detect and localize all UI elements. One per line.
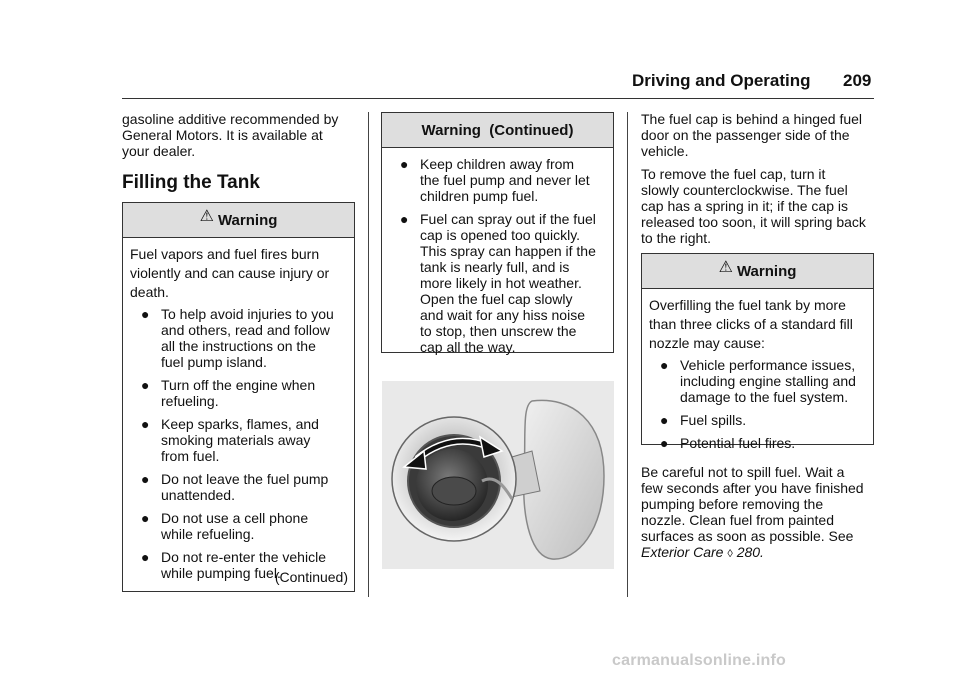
bullet-icon: ● <box>400 211 409 227</box>
text-line: including engine stalling and <box>680 373 856 389</box>
text-line: Turn off the engine when <box>161 377 316 393</box>
bullet-icon: ● <box>141 510 150 526</box>
warning-box <box>641 253 874 451</box>
bullet-icon: ● <box>141 306 150 322</box>
warning-title: Warning <box>217 211 278 229</box>
warning-title: Warning <box>736 262 797 280</box>
text-line: tank is nearly full, and is <box>420 259 570 275</box>
page-number: 209 <box>843 71 872 90</box>
paragraph <box>641 166 866 246</box>
text-line: to the right. <box>641 230 712 246</box>
warning-body <box>382 148 613 355</box>
warning-bullet-list <box>389 156 606 355</box>
text-line: Open the fuel cap slowly <box>420 291 573 307</box>
warning-body <box>123 238 354 581</box>
cross-reference[interactable] <box>641 544 864 562</box>
list-item <box>130 416 347 464</box>
text-line: and others, read and follow <box>161 322 330 338</box>
text-line: Do not re-enter the vehicle <box>161 549 326 565</box>
text-line: General Motors. It is available at <box>122 127 323 143</box>
text-line: more likely in hot weather. <box>420 275 582 291</box>
text-line: than three clicks of a standard fill <box>649 316 853 332</box>
bullet-icon: ● <box>660 435 669 451</box>
bullet-icon: ● <box>141 471 150 487</box>
warning-continued-box <box>381 112 614 353</box>
list-item <box>389 156 606 204</box>
text-line: Keep sparks, flames, and <box>161 416 319 432</box>
text-line: Be careful not to spill fuel. Wait a <box>641 464 845 480</box>
text-line: from fuel. <box>161 448 220 464</box>
bullet-icon: ● <box>660 357 669 373</box>
text-line: To help avoid injuries to you <box>161 306 334 322</box>
text-line: Do not use a cell phone <box>161 510 309 526</box>
text-line: To remove the fuel cap, turn it <box>641 166 826 182</box>
text-line: released too soon, it will spring back <box>641 214 866 230</box>
watermark: carmanualsonline.info <box>612 652 787 669</box>
text-line: nozzle. Clean fuel from painted <box>641 512 834 528</box>
text-line: pumping before removing the <box>641 496 824 512</box>
bullet-icon: ● <box>141 549 150 565</box>
text-line: smoking materials away <box>161 432 311 448</box>
text-line: Overfilling the fuel tank by more <box>649 297 846 313</box>
text-line: Potential fuel fires. <box>680 435 796 451</box>
fuel-cap-illustration <box>382 381 614 569</box>
text-line: while pumping fuel. <box>161 565 281 581</box>
text-line: slowly counterclockwise. The fuel <box>641 182 848 198</box>
text-line: Keep children away from <box>420 156 575 172</box>
paragraph <box>641 111 862 159</box>
warning-title: Warning (Continued) <box>421 121 574 139</box>
bullet-icon: ● <box>400 156 409 172</box>
warning-icon: ⚠ <box>199 208 214 225</box>
xref-title[interactable]: Exterior Care <box>641 544 724 560</box>
text-line: This spray can happen if the <box>420 243 596 259</box>
page-ref-icon: ◊ <box>727 548 733 560</box>
text-line: children pump fuel. <box>420 188 539 204</box>
text-line: The fuel cap is behind a hinged fuel <box>641 111 863 127</box>
text-line: Vehicle performance issues, <box>680 357 856 373</box>
warning-body <box>642 289 873 451</box>
warning-bullet-list <box>130 306 347 581</box>
bullet-icon: ● <box>141 377 150 393</box>
list-item <box>130 306 347 370</box>
list-item <box>130 471 347 503</box>
warning-intro <box>649 297 866 351</box>
warning-header <box>382 113 613 148</box>
text-line: Do not leave the fuel pump <box>161 471 329 487</box>
fuel-door-photo <box>382 381 614 569</box>
section-title: Driving and Operating <box>632 71 811 90</box>
text-line: gasoline additive recommended by <box>122 111 339 127</box>
text-line: Fuel vapors and fuel fires burn <box>130 246 320 262</box>
intro-paragraph <box>122 111 338 159</box>
warning-intro <box>130 246 347 300</box>
text-line: fuel pump island. <box>161 354 267 370</box>
text-line: nozzle may cause: <box>649 335 765 351</box>
text-line: surfaces as soon as possible. See <box>641 528 854 544</box>
warning-bullet-list <box>649 357 866 451</box>
text-line: vehicle. <box>641 143 689 159</box>
column-divider-right <box>627 112 628 597</box>
text-line: death. <box>130 284 169 300</box>
text-line: cap all the way. <box>420 339 516 355</box>
text-line: and wait for any hiss noise <box>420 307 585 323</box>
list-item <box>649 357 866 405</box>
list-item <box>130 377 347 409</box>
bullet-icon: ● <box>141 416 150 432</box>
text-line: cap is opened too quickly. <box>420 227 581 243</box>
text-line: door on the passenger side of the <box>641 127 850 143</box>
text-line: all the instructions on the <box>161 338 316 354</box>
text-line: few seconds after you have finished <box>641 480 864 496</box>
text-line: to stop, then unscrew the <box>420 323 577 339</box>
warning-header <box>123 203 354 238</box>
warning-header <box>642 254 873 289</box>
warning-icon: ⚠ <box>718 259 733 276</box>
text-line: cap has a spring in it; if the cap is <box>641 198 848 214</box>
list-item <box>130 510 347 542</box>
text-line: damage to the fuel system. <box>680 389 849 405</box>
header-divider <box>122 98 874 99</box>
text-line: violently and can cause injury or <box>130 265 330 281</box>
text-line: while refueling. <box>161 526 255 542</box>
list-item <box>649 435 866 451</box>
text-line: refueling. <box>161 393 219 409</box>
list-item <box>389 211 606 355</box>
text-line: Fuel can spray out if the fuel <box>420 211 596 227</box>
bullet-icon: ● <box>660 412 669 428</box>
text-line: unattended. <box>161 487 235 503</box>
text-line: your dealer. <box>122 143 196 159</box>
warning-box <box>122 202 355 592</box>
continued-label: (Continued) <box>274 569 348 585</box>
text-line: the fuel pump and never let <box>420 172 590 188</box>
paragraph <box>641 464 864 562</box>
text-line: Fuel spills. <box>680 412 747 428</box>
list-item <box>649 412 866 428</box>
section-heading: Filling the Tank <box>122 172 260 193</box>
cap-grip-shape <box>432 477 476 505</box>
xref-page[interactable]: 280. <box>736 544 764 560</box>
column-divider-left <box>368 112 369 597</box>
